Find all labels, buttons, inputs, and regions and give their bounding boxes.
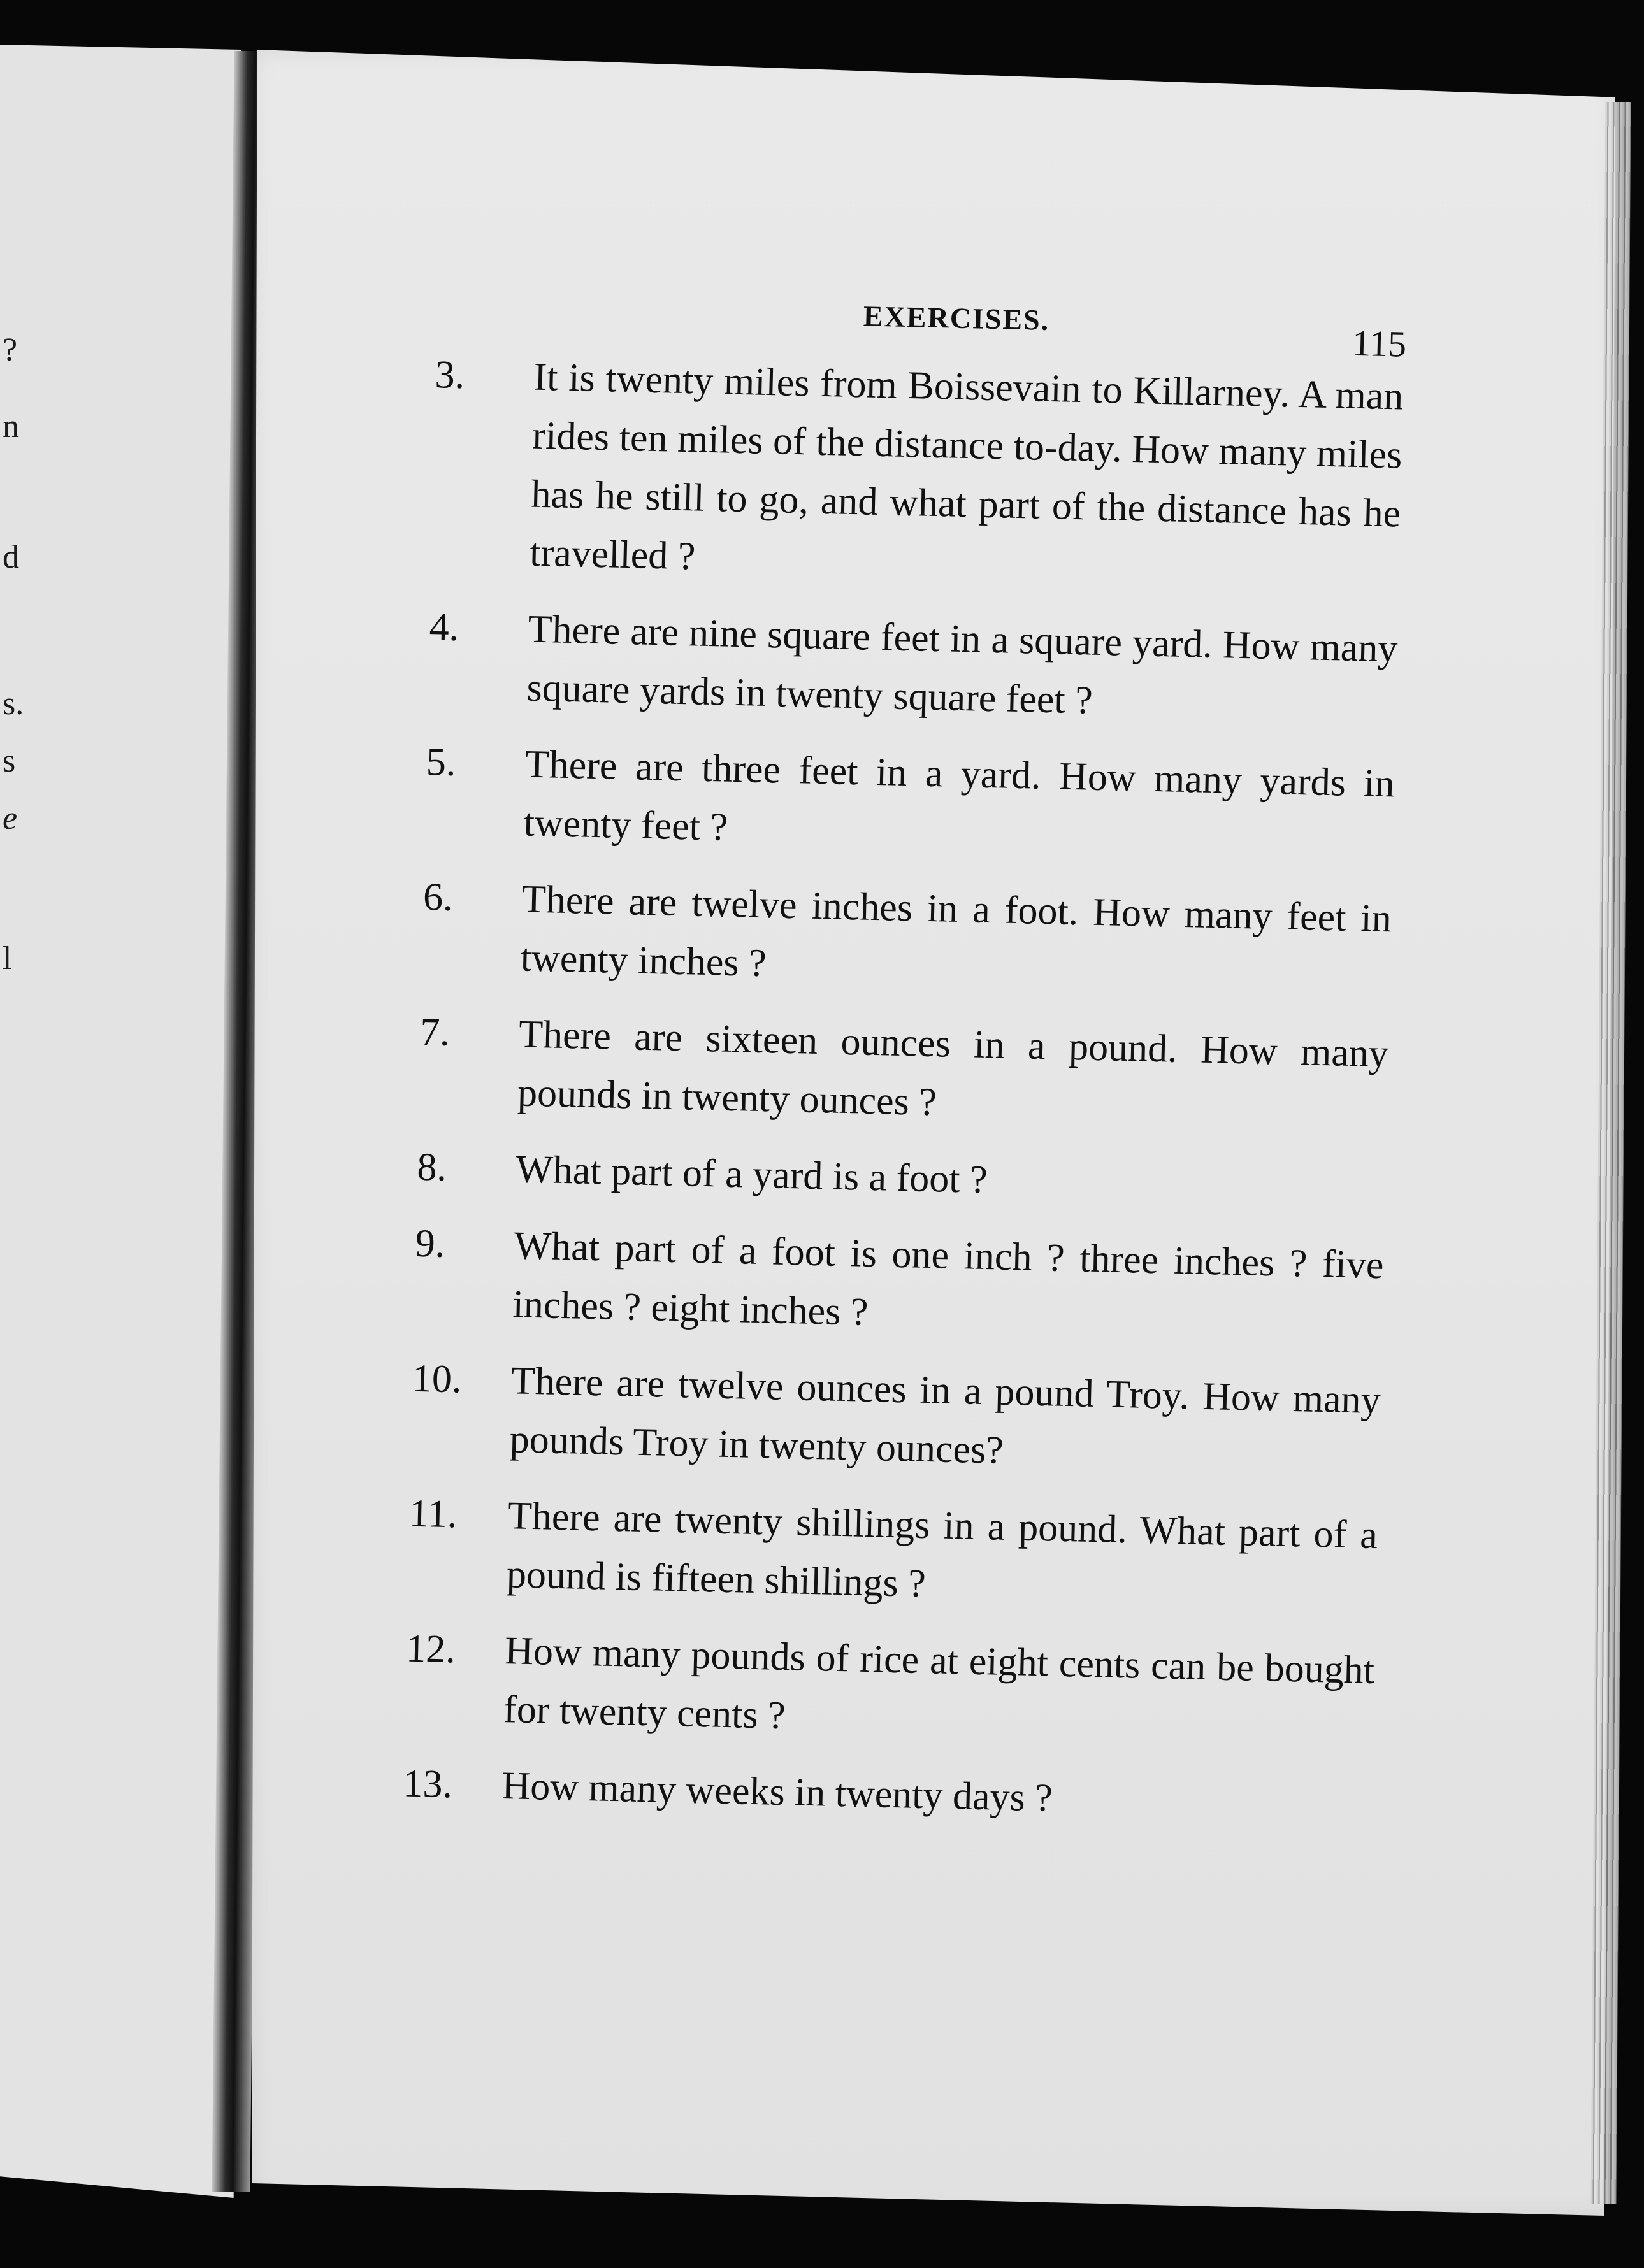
exercise-item <box>424 733 1395 872</box>
left-fragment: l <box>3 940 12 977</box>
exercise-number: 11. <box>408 1491 458 1537</box>
exercise-text: What part of a foot is one inch ? three inches ? five inches ? eight inches ? <box>512 1224 1385 1334</box>
left-fragment: ? <box>3 332 18 368</box>
exercise-text: There are twelve inches in a foot. How many feet in twenty inches ? <box>520 877 1392 986</box>
exercise-number: 12. <box>405 1626 456 1672</box>
exercise-number: 7. <box>419 1010 451 1054</box>
exercise-item <box>407 1484 1378 1623</box>
exercise-item <box>428 598 1399 736</box>
exercise-item <box>404 1619 1375 1758</box>
exercise-text: How many weeks in twenty days ? <box>501 1764 1053 1820</box>
exercise-text: There are sixteen ounces in a pound. How many pounds in twenty ounces ? <box>517 1012 1389 1124</box>
exercise-item <box>416 1138 1386 1218</box>
exercise-text: There are twelve ounces in a pound Troy. How many pounds Troy in twenty ounces? <box>509 1359 1381 1472</box>
left-fragment: n <box>3 408 19 445</box>
exercise-number: 13. <box>402 1762 453 1807</box>
page-number: 115 <box>1352 322 1407 365</box>
exercise-item <box>418 1003 1389 1142</box>
left-fragment: s <box>3 743 16 779</box>
exercise-number: 5. <box>426 740 457 784</box>
exercise-number: 10. <box>412 1356 463 1402</box>
exercise-item <box>414 1214 1385 1353</box>
exercise-item <box>421 868 1392 1007</box>
exercise-item <box>410 1349 1381 1488</box>
exercise-item <box>430 345 1404 601</box>
exercise-number: 4. <box>429 605 460 650</box>
exercise-number: 6. <box>422 875 454 919</box>
left-fragment: e <box>3 800 18 836</box>
exercise-text: There are nine square feet in a square yard. How many square yards in twenty square feet ? <box>526 607 1399 722</box>
exercise-text: What part of a yard is a foot ? <box>515 1147 988 1202</box>
exercise-list <box>402 345 1404 1853</box>
left-fragment: d <box>3 539 19 575</box>
exercise-number: 3. <box>434 353 466 398</box>
exercise-text: How many pounds of rice at eight cents can be bought for twenty cents ? <box>503 1629 1375 1738</box>
exercise-number: 8. <box>416 1145 447 1189</box>
left-fragment: s. <box>3 685 24 722</box>
exercise-text: It is twenty miles from Boissevain to Killarney. A man rides ten miles of the distance to-day. How many miles has he still to go, and what part of the distance has he travelled ? <box>529 355 1404 578</box>
exercise-item <box>403 1755 1373 1835</box>
exercise-text: There are twenty shillings in a pound. What part of a pound is fifteen shillings ? <box>506 1494 1378 1606</box>
exercise-text: There are three feet in a yard. How many yards in twenty feet ? <box>523 742 1395 849</box>
running-head: EXERCISES. <box>863 299 1050 336</box>
exercise-number: 9. <box>415 1221 446 1266</box>
